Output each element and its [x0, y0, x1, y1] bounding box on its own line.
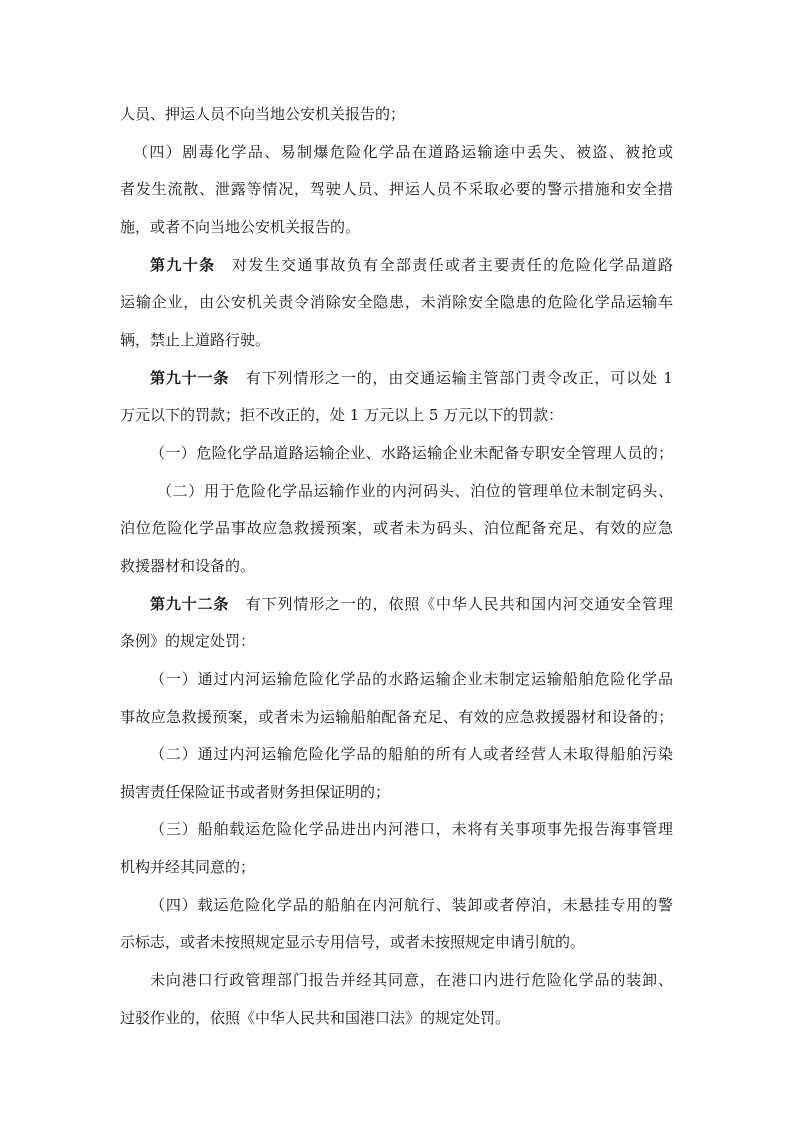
text-line: 救援器材和设备的。 — [120, 556, 256, 575]
paragraph-continuation — [120, 96, 673, 134]
text-line: （一）危险化学品道路运输企业、水路运输企业未配备专职安全管理人员的； — [150, 443, 673, 462]
text-line: 万元以下的罚款；拒不改正的，处 1 万元以上 5 万元以下的罚款： — [120, 406, 564, 425]
text-line: （三）船舶载运危险化学品进出内河港口，未将有关事项事先报告海事管理 — [150, 820, 673, 839]
text-line: 泊位危险化学品事故应急救援预案，或者未为码头、泊位配备充足、有效的应急 — [120, 519, 673, 538]
text-line: 运输企业，由公安机关责令消除安全隐患，未消除安全隐患的危险化学品运输车 — [120, 293, 673, 312]
text-line — [120, 586, 673, 624]
paragraph-item-2 — [120, 736, 673, 811]
article-90 — [120, 247, 673, 360]
text-line: （一）通过内河运输危险化学品的水路运输企业未制定运输船舶危险化学品 — [150, 669, 673, 688]
article-text: 有下列情形之一的，由交通运输主管部门责令改正，可以处 1 — [245, 368, 673, 387]
text-line: （二）通过内河运输危险化学品的船舶的所有人或者经营人未取得船舶污染 — [150, 745, 673, 764]
paragraph-item-1 — [120, 661, 673, 736]
article-92 — [120, 586, 673, 661]
text-line: （四）剧毒化学品、易制爆危险化学品在道路运输途中丢失、被盗、被抢或 — [133, 142, 673, 161]
paragraph-item-3 — [120, 811, 673, 886]
paragraph-port — [120, 962, 673, 1037]
text-line: 未向港口行政管理部门报告并经其同意，在港口内进行危险化学品的装卸、 — [150, 971, 673, 990]
text-line: 条例》的规定处罚： — [120, 632, 256, 651]
text-line — [120, 360, 673, 398]
text-line: 过驳作业的，依照《中华人民共和国港口法》的规定处罚。 — [120, 1008, 511, 1027]
text-line: 损害责任保险证书或者财务担保证明的； — [120, 782, 391, 801]
text-line: （四）载运危险化学品的船舶在内河航行、装卸或者停泊，未悬挂专用的警 — [150, 895, 673, 914]
text-line — [120, 247, 673, 285]
text-line: 人员、押运人员不向当地公安机关报告的； — [120, 105, 406, 123]
paragraph-item-1 — [120, 435, 673, 473]
article-label: 第九十一条 — [150, 368, 230, 387]
text-line: 者发生流散、泄露等情况，驾驶人员、押运人员不采取必要的警示措施和安全措 — [120, 180, 673, 199]
article-label: 第九十二条 — [150, 594, 230, 613]
paragraph-item-4 — [120, 134, 673, 247]
text-line: 施，或者不向当地公安机关报告的。 — [120, 217, 361, 236]
text-line: 机构并经其同意的； — [120, 858, 256, 877]
article-label: 第九十条 — [150, 255, 216, 274]
text-line: （二）用于危险化学品运输作业的内河码头、泊位的管理单位未制定码头、 — [157, 481, 673, 500]
text-line: 事故应急救援预案，或者未为运输船舶配备充足、有效的应急救援器材和设备的； — [120, 707, 673, 726]
article-text: 对发生交通事故负有全部责任或者主要责任的危险化学品道路 — [232, 255, 673, 274]
document-page — [120, 96, 673, 1037]
text-line: 辆，禁止上道路行驶。 — [120, 330, 271, 349]
text-line: 示标志，或者未按照规定显示专用信号，或者未按照规定申请引航的。 — [120, 933, 586, 952]
article-91 — [120, 360, 673, 435]
paragraph-item-4 — [120, 887, 673, 962]
article-text: 有下列情形之一的，依照《中华人民共和国内河交通安全管理 — [245, 594, 673, 613]
paragraph-item-2 — [120, 473, 673, 586]
